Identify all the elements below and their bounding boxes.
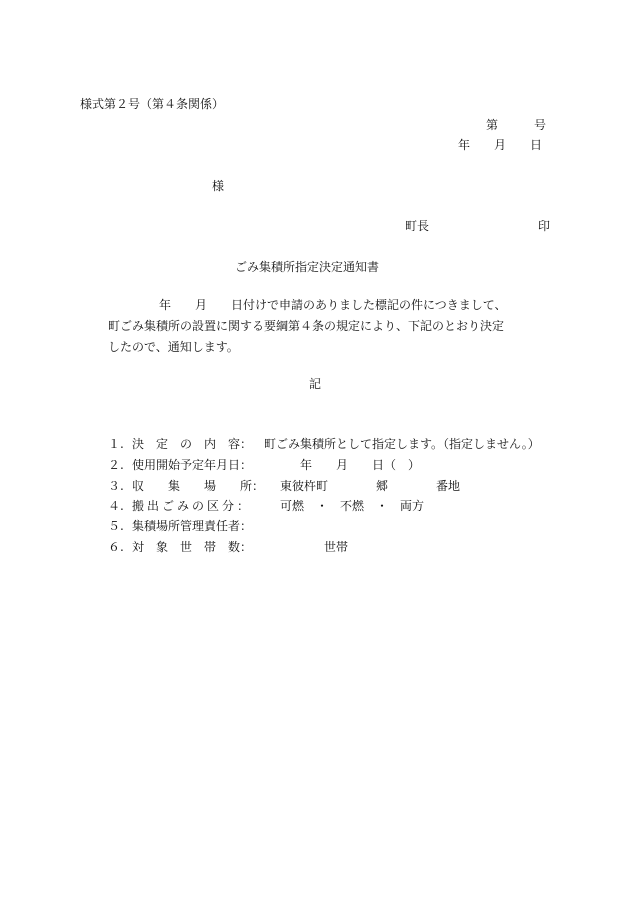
- item-label: 集積場所管理責任者：: [132, 519, 253, 533]
- document-title: ごみ集積所指定決定通知書: [235, 260, 380, 274]
- item-value: 町ごみ集積所として指定します。（指定しません。）: [264, 437, 540, 451]
- item-label: 使用開始予定年月日：: [132, 458, 253, 472]
- item-number: ３.: [108, 479, 124, 493]
- body-line-1: 年 月 日付けで申請のありました標記の件につきまして、: [159, 298, 507, 312]
- item-value: 世帯: [264, 540, 349, 554]
- body-line-2: 町ごみ集積所の設置に関する要綱第４条の規定により、下記のとおり決定: [108, 319, 505, 333]
- seal-mark: 印: [538, 219, 551, 233]
- item-number: ５.: [108, 519, 124, 533]
- sender-title: 町長: [405, 219, 430, 233]
- body-line-3: したので、通知します。: [108, 340, 239, 354]
- ki-heading: 記: [309, 377, 322, 391]
- addressee-suffix: 様: [212, 179, 225, 193]
- item-value: 東彼杵町 郷 番地: [280, 479, 461, 493]
- document-number-line: 第 号: [486, 118, 547, 132]
- item-number: ４.: [108, 499, 124, 513]
- item-number: ２.: [108, 458, 124, 472]
- item-label: 収 集 場 所：: [132, 479, 265, 493]
- item-number: １.: [108, 437, 124, 451]
- item-value: 年 月 日（ ）: [264, 458, 421, 472]
- item-label: 決 定 の 内 容：: [132, 437, 253, 451]
- item-value: 可燃 ・ 不燃 ・ 両方: [280, 499, 425, 513]
- item-label: 搬出ごみの区分：: [132, 499, 253, 513]
- item-label: 対 象 世 帯 数：: [132, 540, 253, 554]
- form-label: 様式第２号（第４条関係）: [80, 97, 225, 111]
- item-number: ６.: [108, 540, 124, 554]
- issue-date-line: 年 月 日: [458, 138, 543, 152]
